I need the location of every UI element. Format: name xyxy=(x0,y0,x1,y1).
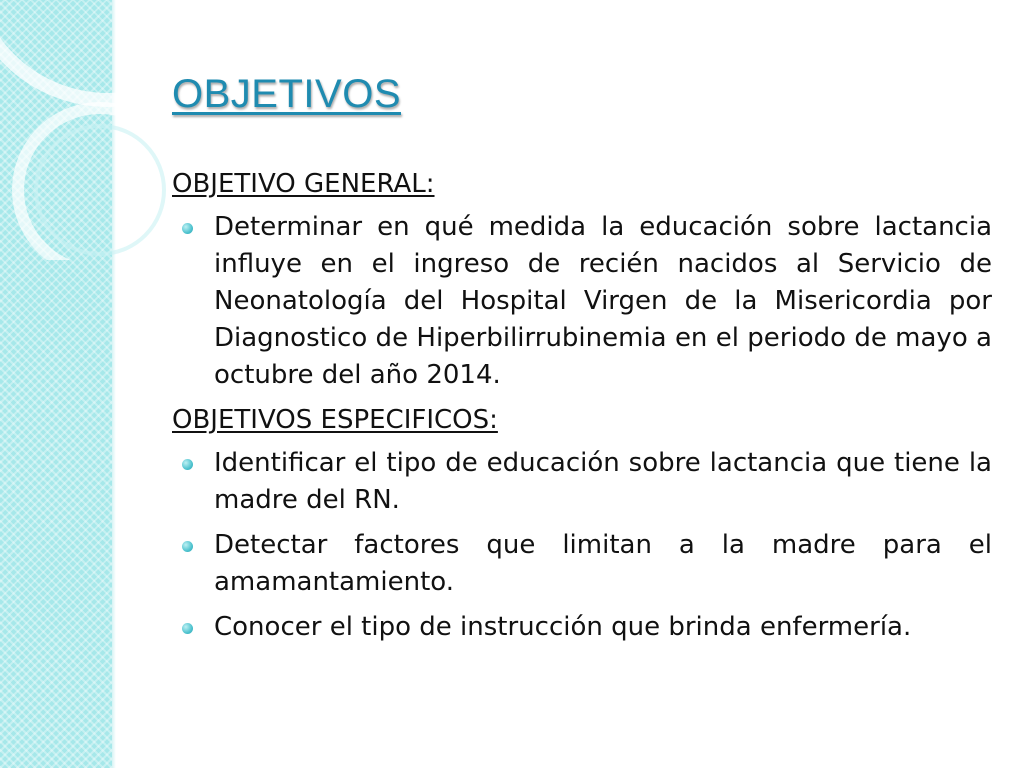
list-item xyxy=(172,209,992,394)
general-objective-heading: OBJETIVO GENERAL: xyxy=(172,169,435,199)
list-item xyxy=(172,445,992,519)
round-bullet-icon xyxy=(182,223,193,234)
specific-objective-text: Conocer el tipo de instrucción que brinda enfermería. xyxy=(214,612,912,642)
round-bullet-icon xyxy=(182,623,193,634)
specific-objectives-heading: OBJETIVOS ESPECIFICOS: xyxy=(172,405,498,435)
round-bullet-icon xyxy=(182,541,193,552)
specific-objective-text: Detectar factores que limitan a la madre para el amamantamiento. xyxy=(214,530,992,597)
list-item xyxy=(172,609,992,646)
slide-title: OBJETIVOS xyxy=(172,72,401,116)
list-item xyxy=(172,527,992,601)
slide-body xyxy=(172,166,992,654)
specific-objective-text: Identificar el tipo de educación sobre lactancia que tiene la madre del RN. xyxy=(214,448,992,515)
general-objective-list xyxy=(172,209,992,394)
general-objective-text: Determinar en qué medida la educación sobre lactancia influye en el ingreso de recién nacidos al Servicio de Neonatología del Hospital Virgen de la Misericordia por Diagnostico de Hiperbilirrubinemia en el periodo de mayo a octubre del año 2014. xyxy=(214,212,992,390)
round-bullet-icon xyxy=(182,459,193,470)
specific-objectives-list xyxy=(172,445,992,646)
